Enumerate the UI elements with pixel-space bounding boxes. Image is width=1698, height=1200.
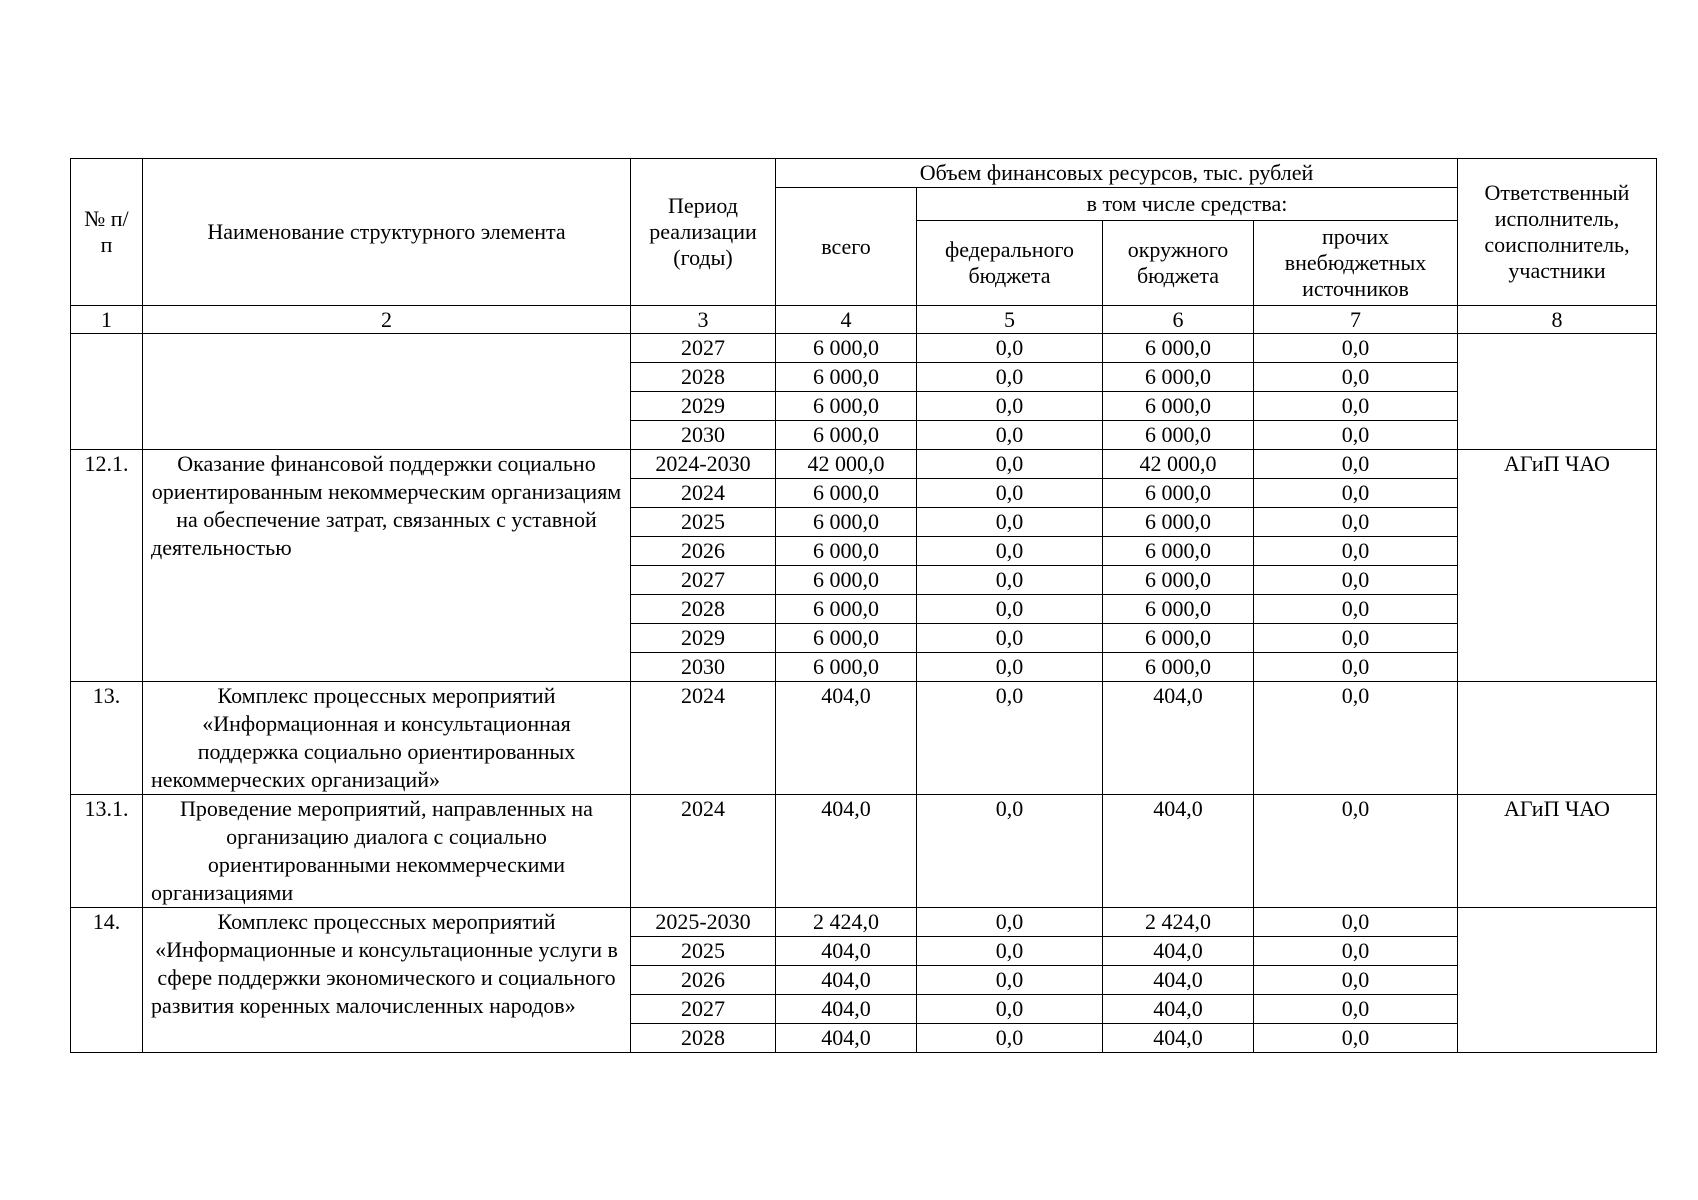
header-okrug: окружного бюджета <box>1103 221 1254 306</box>
cell-other: 0,0 <box>1254 566 1458 595</box>
header-no: № п/п <box>71 159 143 306</box>
cell-federal: 0,0 <box>917 966 1103 995</box>
cell-federal: 0,0 <box>917 624 1103 653</box>
row-no <box>71 334 143 450</box>
cell-other: 0,0 <box>1254 908 1458 937</box>
cell-okrug: 42 000,0 <box>1103 450 1254 479</box>
cell-total: 6 000,0 <box>776 624 917 653</box>
column-number: 2 <box>143 306 631 334</box>
cell-period: 2028 <box>631 595 776 624</box>
cell-federal: 0,0 <box>917 334 1103 363</box>
cell-other: 0,0 <box>1254 624 1458 653</box>
cell-total: 6 000,0 <box>776 421 917 450</box>
cell-other: 0,0 <box>1254 937 1458 966</box>
cell-federal: 0,0 <box>917 421 1103 450</box>
column-number: 6 <box>1103 306 1254 334</box>
cell-total: 6 000,0 <box>776 653 917 682</box>
cell-federal: 0,0 <box>917 908 1103 937</box>
cell-other: 0,0 <box>1254 421 1458 450</box>
cell-okrug: 6 000,0 <box>1103 363 1254 392</box>
cell-federal: 0,0 <box>917 392 1103 421</box>
column-number: 8 <box>1458 306 1657 334</box>
cell-okrug: 6 000,0 <box>1103 595 1254 624</box>
cell-period: 2024 <box>631 479 776 508</box>
row-no: 12.1. <box>71 450 143 682</box>
cell-federal: 0,0 <box>917 1024 1103 1053</box>
cell-federal: 0,0 <box>917 566 1103 595</box>
cell-total: 404,0 <box>776 682 917 795</box>
cell-other: 0,0 <box>1254 966 1458 995</box>
cell-total: 6 000,0 <box>776 595 917 624</box>
row-responsible <box>1458 682 1657 795</box>
cell-federal: 0,0 <box>917 450 1103 479</box>
row-responsible: АГиП ЧАО <box>1458 795 1657 908</box>
cell-period: 2027 <box>631 566 776 595</box>
cell-period: 2027 <box>631 334 776 363</box>
row-responsible <box>1458 908 1657 1053</box>
cell-okrug: 6 000,0 <box>1103 624 1254 653</box>
cell-federal: 0,0 <box>917 537 1103 566</box>
cell-total: 6 000,0 <box>776 566 917 595</box>
cell-okrug: 404,0 <box>1103 937 1254 966</box>
column-number: 4 <box>776 306 917 334</box>
row-no: 14. <box>71 908 143 1053</box>
cell-total: 404,0 <box>776 795 917 908</box>
cell-federal: 0,0 <box>917 363 1103 392</box>
cell-other: 0,0 <box>1254 363 1458 392</box>
cell-total: 404,0 <box>776 937 917 966</box>
cell-period: 2024 <box>631 682 776 795</box>
cell-total: 6 000,0 <box>776 508 917 537</box>
cell-period: 2027 <box>631 995 776 1024</box>
cell-okrug: 6 000,0 <box>1103 537 1254 566</box>
cell-total: 404,0 <box>776 995 917 1024</box>
cell-federal: 0,0 <box>917 682 1103 795</box>
cell-other: 0,0 <box>1254 508 1458 537</box>
cell-federal: 0,0 <box>917 653 1103 682</box>
cell-other: 0,0 <box>1254 537 1458 566</box>
cell-period: 2028 <box>631 1024 776 1053</box>
cell-period: 2025 <box>631 937 776 966</box>
cell-period: 2030 <box>631 421 776 450</box>
cell-okrug: 6 000,0 <box>1103 392 1254 421</box>
cell-total: 404,0 <box>776 1024 917 1053</box>
cell-other: 0,0 <box>1254 653 1458 682</box>
cell-okrug: 6 000,0 <box>1103 479 1254 508</box>
cell-okrug: 404,0 <box>1103 1024 1254 1053</box>
cell-okrug: 404,0 <box>1103 966 1254 995</box>
cell-period: 2029 <box>631 624 776 653</box>
header-federal: федерального бюджета <box>917 221 1103 306</box>
cell-okrug: 2 424,0 <box>1103 908 1254 937</box>
header-volume: Объем финансовых ресурсов, тыс. рублей <box>776 159 1458 188</box>
cell-total: 6 000,0 <box>776 363 917 392</box>
cell-other: 0,0 <box>1254 1024 1458 1053</box>
header-responsible: Ответственный исполнитель, соисполнитель, участники <box>1458 159 1657 306</box>
cell-period: 2024-2030 <box>631 450 776 479</box>
row-responsible: АГиП ЧАО <box>1458 450 1657 682</box>
table-row <box>71 682 1657 795</box>
cell-total: 6 000,0 <box>776 479 917 508</box>
cell-other: 0,0 <box>1254 795 1458 908</box>
table-row <box>71 450 1657 479</box>
cell-federal: 0,0 <box>917 508 1103 537</box>
cell-okrug: 6 000,0 <box>1103 653 1254 682</box>
cell-period: 2026 <box>631 537 776 566</box>
header-period: Период реализации (годы) <box>631 159 776 306</box>
table-row <box>71 795 1657 908</box>
cell-okrug: 404,0 <box>1103 682 1254 795</box>
row-name: Проведение мероприятий, направленных на организацию диалога с социально ориентированными некоммерческими организациями <box>143 795 631 908</box>
row-name: Комплекс процессных мероприятий «Информационные и консультационные услуги в сфере поддержки экономического и социального развития коренных малочисленных народов» <box>143 908 631 1053</box>
column-number: 7 <box>1254 306 1458 334</box>
column-numbers-row <box>71 306 1657 334</box>
cell-okrug: 6 000,0 <box>1103 566 1254 595</box>
table-header <box>71 159 1657 334</box>
cell-total: 6 000,0 <box>776 334 917 363</box>
column-number: 3 <box>631 306 776 334</box>
cell-other: 0,0 <box>1254 450 1458 479</box>
row-name: Оказание финансовой поддержки социально ориентированным некоммерческим организациям на обеспечение затрат, связанных с уставной деятельностью <box>143 450 631 682</box>
cell-okrug: 404,0 <box>1103 995 1254 1024</box>
row-name <box>143 334 631 450</box>
column-number: 1 <box>71 306 143 334</box>
cell-other: 0,0 <box>1254 682 1458 795</box>
cell-total: 42 000,0 <box>776 450 917 479</box>
cell-okrug: 6 000,0 <box>1103 508 1254 537</box>
cell-other: 0,0 <box>1254 995 1458 1024</box>
cell-total: 2 424,0 <box>776 908 917 937</box>
cell-federal: 0,0 <box>917 937 1103 966</box>
cell-other: 0,0 <box>1254 334 1458 363</box>
cell-period: 2026 <box>631 966 776 995</box>
cell-okrug: 6 000,0 <box>1103 421 1254 450</box>
cell-period: 2024 <box>631 795 776 908</box>
cell-okrug: 6 000,0 <box>1103 334 1254 363</box>
cell-period: 2025-2030 <box>631 908 776 937</box>
cell-total: 6 000,0 <box>776 392 917 421</box>
row-no: 13.1. <box>71 795 143 908</box>
cell-total: 6 000,0 <box>776 537 917 566</box>
header-total: всего <box>776 188 917 306</box>
header-other: прочих внебюджетных источников <box>1254 221 1458 306</box>
cell-period: 2030 <box>631 653 776 682</box>
cell-period: 2025 <box>631 508 776 537</box>
row-no: 13. <box>71 682 143 795</box>
header-including: в том числе средства: <box>917 188 1458 221</box>
cell-federal: 0,0 <box>917 595 1103 624</box>
cell-federal: 0,0 <box>917 995 1103 1024</box>
table-row <box>71 334 1657 363</box>
table-row <box>71 908 1657 937</box>
header-name: Наименование структурного элемента <box>143 159 631 306</box>
column-number: 5 <box>917 306 1103 334</box>
cell-other: 0,0 <box>1254 479 1458 508</box>
cell-total: 404,0 <box>776 966 917 995</box>
cell-period: 2029 <box>631 392 776 421</box>
cell-okrug: 404,0 <box>1103 795 1254 908</box>
cell-federal: 0,0 <box>917 795 1103 908</box>
table-body <box>71 334 1657 1053</box>
cell-period: 2028 <box>631 363 776 392</box>
row-name: Комплекс процессных мероприятий «Информационная и консультационная поддержка социально ориентированных некоммерческих организаций» <box>143 682 631 795</box>
row-responsible <box>1458 334 1657 450</box>
cell-federal: 0,0 <box>917 479 1103 508</box>
cell-other: 0,0 <box>1254 595 1458 624</box>
cell-other: 0,0 <box>1254 392 1458 421</box>
budget-table <box>70 158 1657 1053</box>
